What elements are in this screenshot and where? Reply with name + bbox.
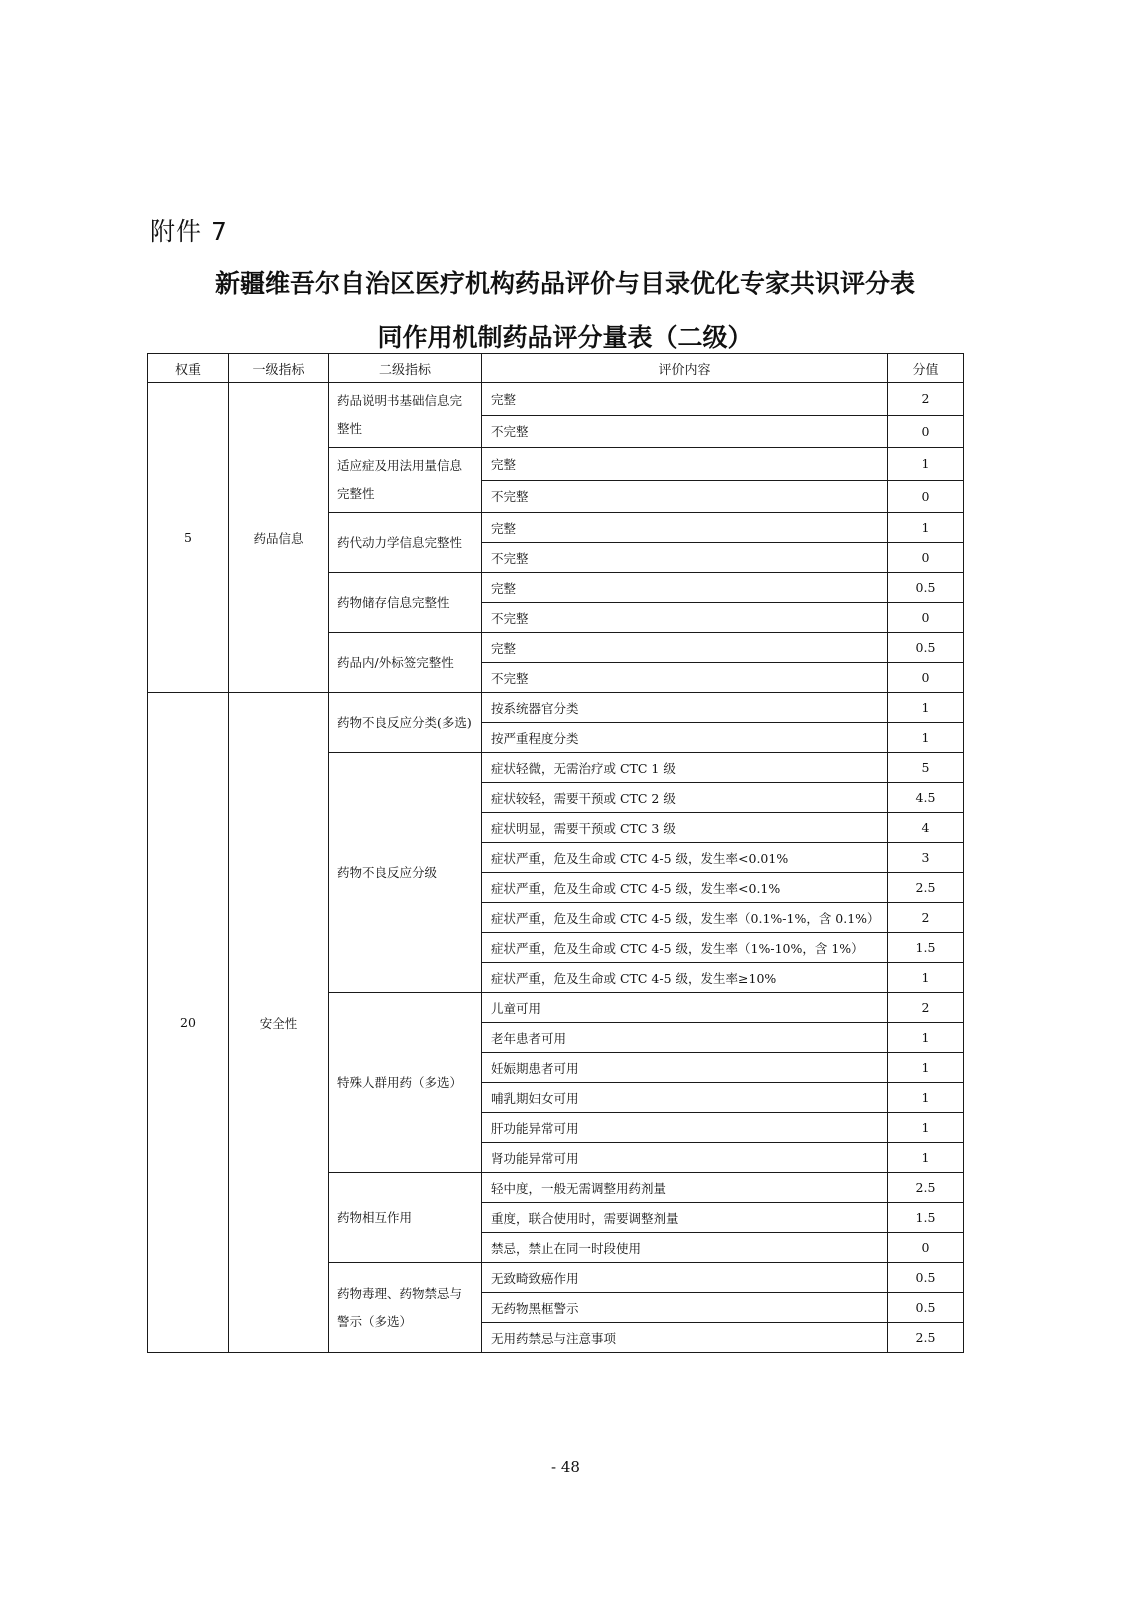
- score-cell: 1: [888, 513, 964, 543]
- weight-cell: 20: [148, 693, 229, 1353]
- document-subtitle: 同作用机制药品评分量表（二级）: [377, 323, 753, 352]
- score-cell: 4.5: [888, 783, 964, 813]
- level2-cell: 特殊人群用药（多选）: [329, 993, 482, 1173]
- content-cell: 完整: [482, 573, 888, 603]
- content-cell: 完整: [482, 448, 888, 481]
- score-cell: 0.5: [888, 1263, 964, 1293]
- content-cell: 不完整: [482, 415, 888, 448]
- level2-cell: 药物不良反应分级: [329, 753, 482, 993]
- content-cell: 按严重程度分类: [482, 723, 888, 753]
- level1-cell: 药品信息: [229, 383, 329, 693]
- content-cell: 症状严重，危及生命或 CTC 4-5 级，发生率<0.01%: [482, 843, 888, 873]
- level2-cell: 药代动力学信息完整性: [329, 513, 482, 573]
- score-cell: 0: [888, 663, 964, 693]
- content-cell: 症状较轻，需要干预或 CTC 2 级: [482, 783, 888, 813]
- score-cell: 0.5: [888, 1293, 964, 1323]
- level2-cell: 药物储存信息完整性: [329, 573, 482, 633]
- level2-cell: 药物相互作用: [329, 1173, 482, 1263]
- content-cell: 无药物黑框警示: [482, 1293, 888, 1323]
- header-content: 评价内容: [482, 354, 888, 383]
- header-level2: 二级指标: [329, 354, 482, 383]
- score-cell: 2.5: [888, 873, 964, 903]
- score-cell: 2.5: [888, 1323, 964, 1353]
- scoring-table: [147, 353, 964, 1353]
- content-cell: 无用药禁忌与注意事项: [482, 1323, 888, 1353]
- table-row: [148, 693, 964, 723]
- content-cell: 完整: [482, 633, 888, 663]
- content-cell: 无致畸致癌作用: [482, 1263, 888, 1293]
- level2-cell: 药物不良反应分类(多选): [329, 693, 482, 753]
- score-cell: 0: [888, 543, 964, 573]
- content-cell: 不完整: [482, 663, 888, 693]
- score-cell: 0.5: [888, 573, 964, 603]
- level2-cell: 药物毒理、药物禁忌与警示（多选）: [329, 1263, 482, 1353]
- score-cell: 2: [888, 383, 964, 416]
- content-cell: 症状严重，危及生命或 CTC 4-5 级，发生率<0.1%: [482, 873, 888, 903]
- level2-cell: 药品内/外标签完整性: [329, 633, 482, 693]
- score-cell: 2: [888, 993, 964, 1023]
- content-cell: 不完整: [482, 603, 888, 633]
- content-cell: 完整: [482, 513, 888, 543]
- page-number: - 48: [551, 1458, 580, 1476]
- content-cell: 不完整: [482, 480, 888, 513]
- table-header-row: [148, 354, 964, 383]
- score-cell: 1: [888, 1083, 964, 1113]
- document-title: 新疆维吾尔自治区医疗机构药品评价与目录优化专家共识评分表: [214, 269, 915, 298]
- content-cell: 症状严重，危及生命或 CTC 4-5 级，发生率≥10%: [482, 963, 888, 993]
- score-cell: 0: [888, 415, 964, 448]
- score-cell: 1: [888, 1053, 964, 1083]
- score-cell: 0.5: [888, 633, 964, 663]
- content-cell: 症状严重，危及生命或 CTC 4-5 级，发生率（1%-10%，含 1%）: [482, 933, 888, 963]
- score-cell: 5: [888, 753, 964, 783]
- content-cell: 完整: [482, 383, 888, 416]
- content-cell: 症状明显，需要干预或 CTC 3 级: [482, 813, 888, 843]
- level2-cell: 药品说明书基础信息完整性: [329, 383, 482, 448]
- score-cell: 3: [888, 843, 964, 873]
- score-cell: 1: [888, 1023, 964, 1053]
- score-cell: 4: [888, 813, 964, 843]
- content-cell: 肝功能异常可用: [482, 1113, 888, 1143]
- level2-cell: 适应症及用法用量信息完整性: [329, 448, 482, 513]
- content-cell: 症状轻微，无需治疗或 CTC 1 级: [482, 753, 888, 783]
- content-cell: 症状严重，危及生命或 CTC 4-5 级，发生率（0.1%-1%，含 0.1%）: [482, 903, 888, 933]
- content-cell: 儿童可用: [482, 993, 888, 1023]
- content-cell: 按系统器官分类: [482, 693, 888, 723]
- score-cell: 1: [888, 723, 964, 753]
- header-weight: 权重: [148, 354, 229, 383]
- score-cell: 1: [888, 693, 964, 723]
- level1-cell: 安全性: [229, 693, 329, 1353]
- content-cell: 重度，联合使用时，需要调整剂量: [482, 1203, 888, 1233]
- score-cell: 1: [888, 1113, 964, 1143]
- score-cell: 2.5: [888, 1173, 964, 1203]
- score-cell: 0: [888, 603, 964, 633]
- header-score: 分值: [888, 354, 964, 383]
- score-cell: 0: [888, 1233, 964, 1263]
- content-cell: 哺乳期妇女可用: [482, 1083, 888, 1113]
- content-cell: 妊娠期患者可用: [482, 1053, 888, 1083]
- attachment-label: 附件 7: [150, 217, 228, 246]
- table-row: [148, 383, 964, 416]
- score-cell: 0: [888, 480, 964, 513]
- score-cell: 2: [888, 903, 964, 933]
- score-cell: 1.5: [888, 1203, 964, 1233]
- score-cell: 1: [888, 448, 964, 481]
- content-cell: 不完整: [482, 543, 888, 573]
- score-cell: 1: [888, 963, 964, 993]
- content-cell: 老年患者可用: [482, 1023, 888, 1053]
- content-cell: 轻中度，一般无需调整用药剂量: [482, 1173, 888, 1203]
- weight-cell: 5: [148, 383, 229, 693]
- header-level1: 一级指标: [229, 354, 329, 383]
- score-cell: 1.5: [888, 933, 964, 963]
- score-cell: 1: [888, 1143, 964, 1173]
- content-cell: 禁忌，禁止在同一时段使用: [482, 1233, 888, 1263]
- content-cell: 肾功能异常可用: [482, 1143, 888, 1173]
